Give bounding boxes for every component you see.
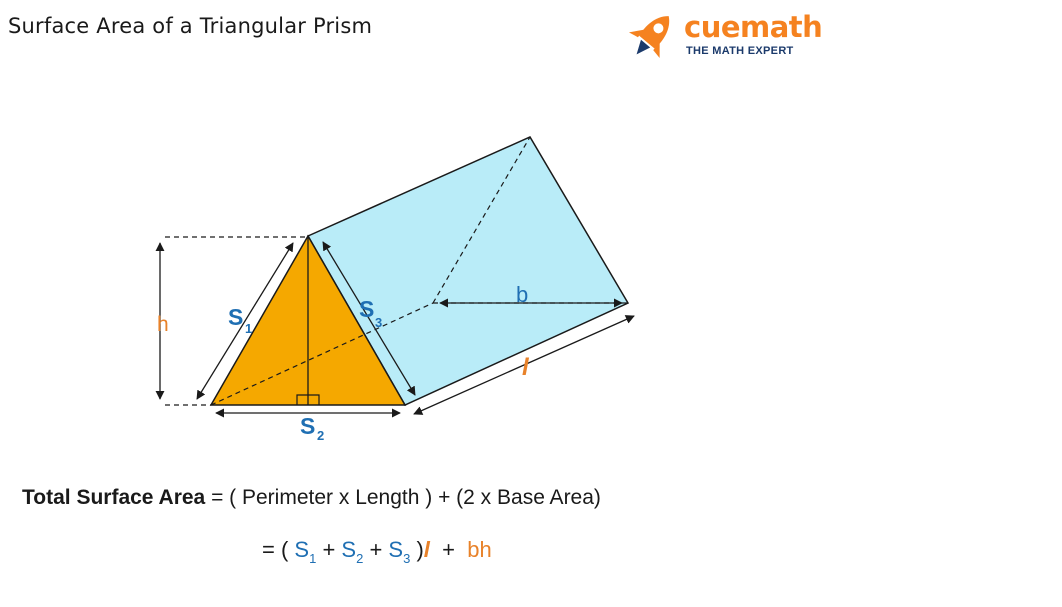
page-title: Surface Area of a Triangular Prism [8, 14, 373, 38]
svg-text:1: 1 [245, 321, 253, 336]
formula-plus-3: + [429, 537, 468, 562]
formula-open: = ( [262, 537, 295, 562]
formula-s3: S [388, 537, 404, 562]
formula-term-total-surface-area: Total Surface Area [22, 486, 206, 509]
svg-text:3: 3 [375, 315, 383, 330]
brand-tagline: THE MATH EXPERT [686, 45, 794, 57]
label-b: b [516, 282, 529, 307]
label-l: l [522, 354, 529, 381]
formula-s1-sub: 1 [309, 551, 317, 566]
formula-s2-sub: 2 [356, 551, 364, 566]
formula-line-2 [262, 537, 1062, 566]
svg-text:2: 2 [317, 428, 325, 443]
svg-text:S: S [359, 296, 375, 322]
svg-text:S: S [228, 304, 244, 330]
formula-plus-2: + [363, 537, 389, 562]
formula-s2: S [341, 537, 357, 562]
formula-s1: S [294, 537, 310, 562]
formula-s3-sub: 3 [403, 551, 411, 566]
brand-name: cuemath [684, 10, 823, 44]
formula-l: l [423, 537, 430, 562]
label-s1 [228, 304, 252, 336]
label-s2 [300, 413, 324, 443]
label-h: h [157, 313, 169, 336]
formula-close: ) [410, 537, 424, 562]
formula-line-1 [22, 486, 822, 510]
formula-plus-1: + [316, 537, 342, 562]
formula-definition: = ( Perimeter x Length ) + (2 x Base Area) [205, 486, 601, 509]
svg-text:S: S [300, 413, 316, 439]
formula-bh: bh [467, 537, 492, 562]
